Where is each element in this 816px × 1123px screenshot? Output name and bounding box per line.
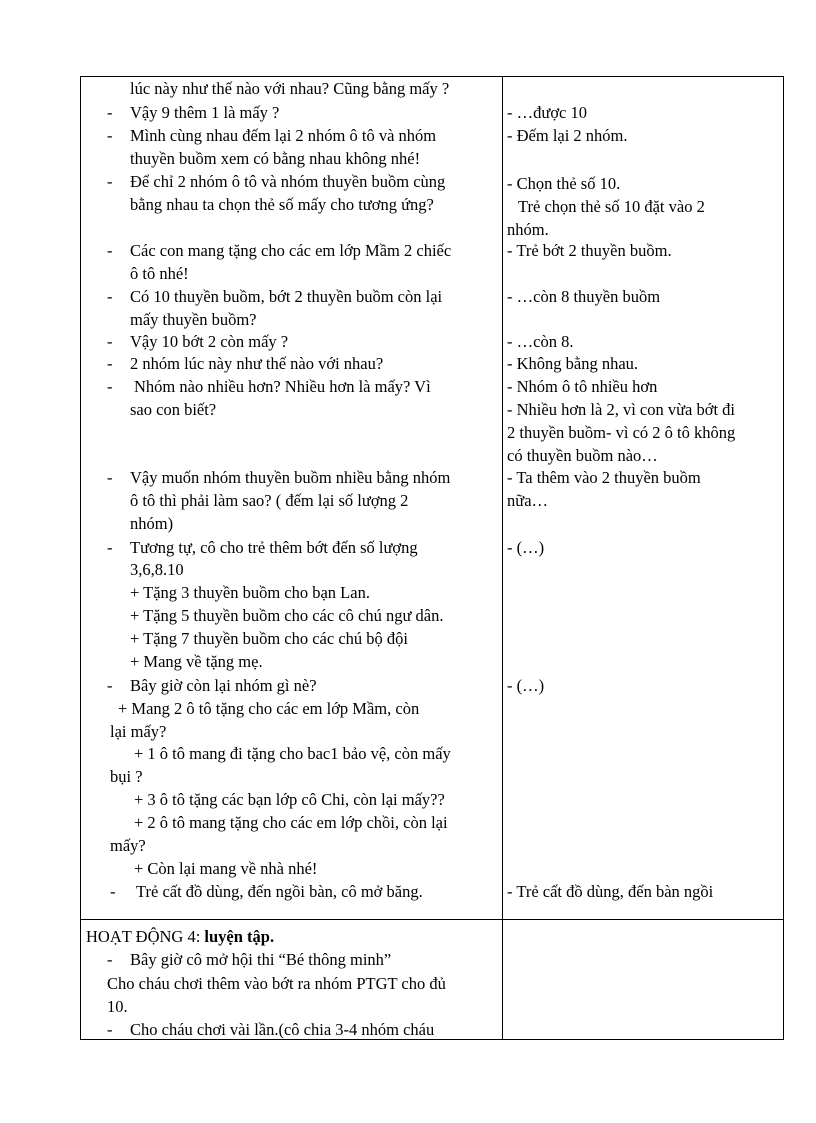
bullet-dash: - [107, 377, 113, 396]
bullet-dash: - [107, 126, 113, 145]
activity4-heading-bold: luyện tập. [204, 927, 275, 946]
left-line: + Mang 2 ô tô tặng cho các em lớp Mầm, còn [118, 699, 420, 718]
left-line: bụi ? [110, 767, 143, 786]
activity4-line: Cho cháu chơi thêm vào bớt ra nhóm PTGT cho đủ [107, 974, 446, 993]
bullet-dash: - [107, 354, 113, 373]
left-line: + Tặng 5 thuyền buồm cho các cô chú ngư dân. [130, 606, 444, 625]
left-line: + Còn lại mang về nhà nhé! [134, 859, 318, 878]
right-line: - Nhiều hơn là 2, vì con vừa bớt đi [507, 400, 736, 419]
left-line: + 1 ô tô mang đi tặng cho bac1 bảo vệ, còn mấy [134, 744, 451, 763]
right-line: - Nhóm ô tô nhiều hơn [507, 377, 658, 396]
bullet-dash: - [107, 676, 113, 695]
left-line: thuyền buồm xem có bằng nhau không nhé! [130, 149, 421, 168]
left-line: lại mấy? [110, 722, 167, 741]
left-line: 2 nhóm lúc này như thế nào với nhau? [130, 354, 384, 373]
right-line: - Chọn thẻ số 10. [507, 174, 621, 193]
left-line: nhóm) [130, 514, 174, 533]
left-line: mấy? [110, 836, 146, 855]
left-line: Bây giờ còn lại nhóm gì nè? [130, 676, 317, 695]
bullet-dash: - [107, 241, 113, 260]
right-line: có thuyền buồm nào… [507, 446, 658, 465]
bullet-dash: - [110, 882, 116, 901]
right-line: 2 thuyền buồm- vì có 2 ô tô không [507, 423, 736, 442]
right-line: - (…) [507, 676, 545, 695]
left-line: bằng nhau ta chọn thẻ số mấy cho tương ứng? [130, 195, 434, 214]
left-line: Các con mang tặng cho các em lớp Mầm 2 chiếc [130, 241, 452, 260]
activity4-line: 10. [107, 997, 128, 1016]
left-line: mấy thuyền buồm? [130, 310, 257, 329]
bullet-dash: - [107, 287, 113, 306]
bullet-dash: - [107, 468, 113, 487]
right-line: - …còn 8. [507, 332, 574, 351]
left-line: + 3 ô tô tặng các bạn lớp cô Chi, còn lại mấy?? [134, 790, 445, 809]
right-line: - …được 10 [507, 103, 587, 122]
left-line: Vậy muốn nhóm thuyền buồm nhiều bằng nhóm [130, 468, 451, 487]
left-line: lúc này như thế nào với nhau? Cũng bằng mấy ? [130, 79, 450, 98]
left-line: Nhóm nào nhiều hơn? Nhiều hơn là mấy? Vì [134, 377, 431, 396]
left-line: Mình cùng nhau đếm lại 2 nhóm ô tô và nhóm [130, 126, 437, 145]
bullet-dash: - [107, 950, 113, 969]
left-line: Vậy 9 thêm 1 là mấy ? [130, 103, 280, 122]
left-line: + Tặng 7 thuyền buồm cho các chú bộ đội [130, 629, 408, 648]
left-line: + Mang về tặng mẹ. [130, 652, 263, 671]
right-line: - Không bằng nhau. [507, 354, 639, 373]
left-line: Tương tự, cô cho trẻ thêm bớt đến số lượng [130, 538, 418, 557]
right-line: - (…) [507, 538, 545, 557]
column-divider [502, 77, 503, 1039]
right-line: - Ta thêm vào 2 thuyền buồm [507, 468, 701, 487]
bullet-dash: - [107, 1020, 113, 1039]
activity4-line: Bây giờ cô mở hội thi “Bé thông minh” [130, 950, 392, 969]
left-line: Vậy 10 bớt 2 còn mấy ? [130, 332, 289, 351]
right-line: - Đếm lại 2 nhóm. [507, 126, 628, 145]
row-divider [81, 919, 783, 920]
left-line: sao con biết? [130, 400, 217, 419]
right-line: - Trẻ bớt 2 thuyền buồm. [507, 241, 672, 260]
right-line: nhóm. [507, 220, 549, 239]
left-line: + Tặng 3 thuyền buồm cho bạn Lan. [130, 583, 370, 602]
bullet-dash: - [107, 332, 113, 351]
activity4-heading-prefix: HOẠT ĐỘNG 4: [86, 927, 205, 946]
left-line: 3,6,8.10 [130, 560, 184, 579]
left-line: Để chỉ 2 nhóm ô tô và nhóm thuyền buồm cùng [130, 172, 446, 191]
right-line: - Trẻ cất đồ dùng, đến bàn ngồi [507, 882, 714, 901]
bullet-dash: - [107, 538, 113, 557]
left-line: ô tô thì phải làm sao? ( đếm lại số lượng 2 [130, 491, 409, 510]
bullet-dash: - [107, 103, 113, 122]
left-line: + 2 ô tô mang tặng cho các em lớp chồi, còn lại [134, 813, 448, 832]
right-line: - …còn 8 thuyền buồm [507, 287, 661, 306]
left-line: Trẻ cất đồ dùng, đến ngồi bàn, cô mở băng. [136, 882, 423, 901]
activity4-heading [86, 925, 274, 948]
bullet-dash: - [107, 172, 113, 191]
activity4-line: Cho cháu chơi vài lần.(cô chia 3-4 nhóm cháu [130, 1020, 435, 1039]
left-line: Có 10 thuyền buồm, bớt 2 thuyền buồm còn lại [130, 287, 443, 306]
right-line: Trẻ chọn thẻ số 10 đặt vào 2 [518, 197, 705, 216]
right-line: nữa… [507, 491, 549, 510]
left-line: ô tô nhé! [130, 264, 189, 283]
